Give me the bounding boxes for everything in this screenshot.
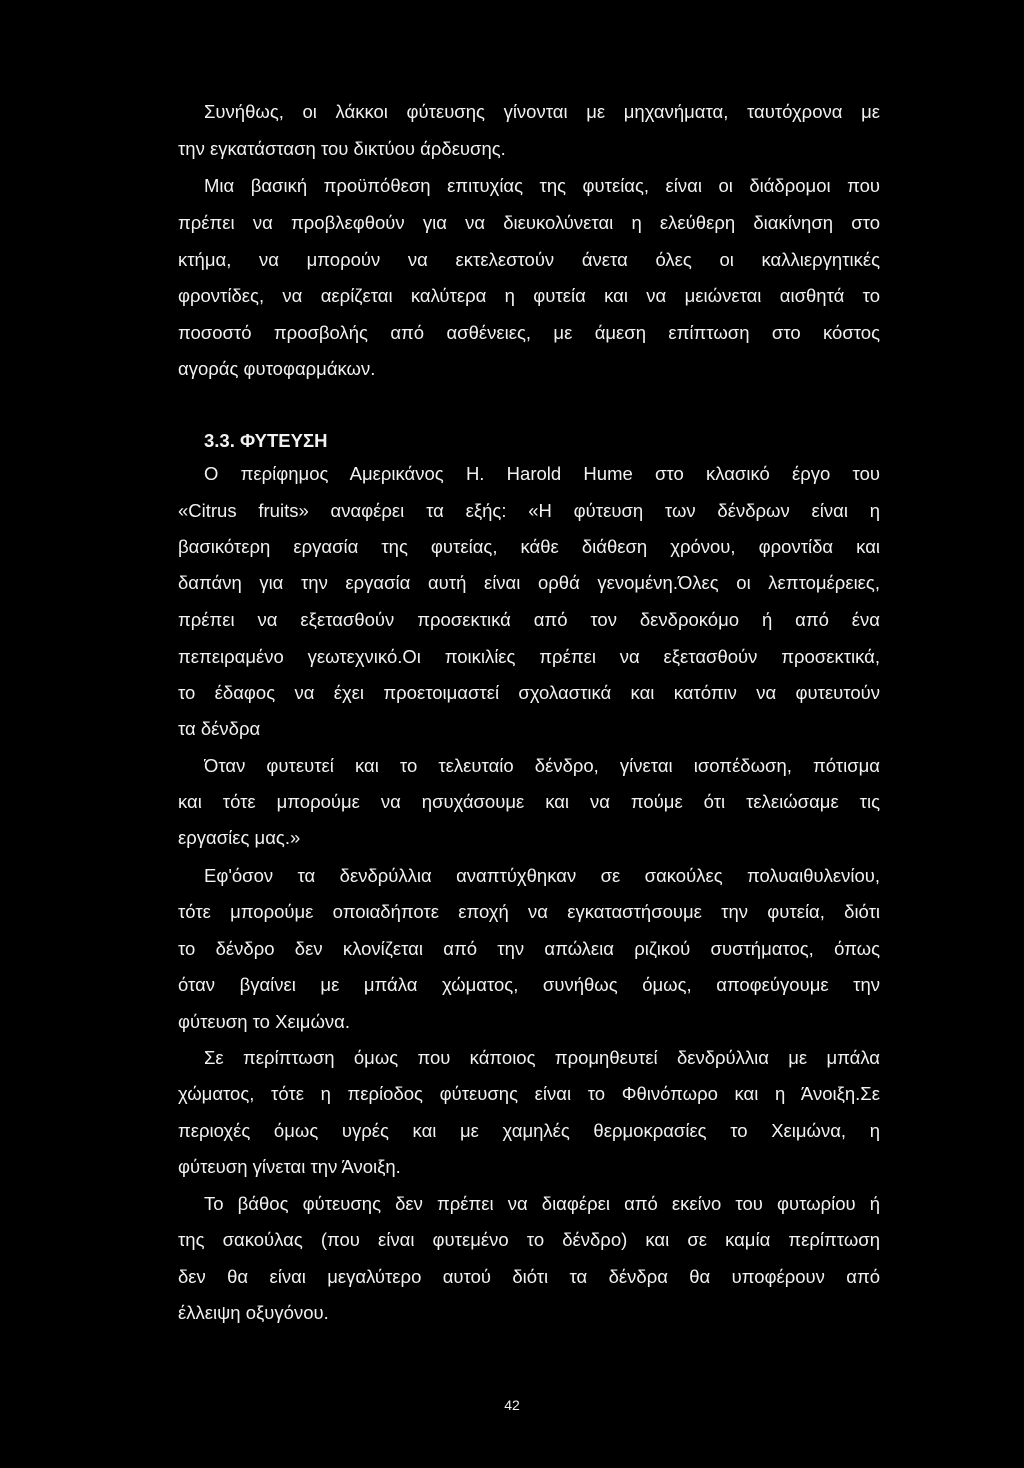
paragraph-line: τα δένδρα	[178, 718, 261, 739]
paragraph-line: έλλειψη οξυγόνου.	[178, 1302, 329, 1323]
paragraph-line: βασικότερη εργασία της φυτείας, κάθε διάθεση χρόνου, φροντίδα και	[178, 536, 880, 557]
paragraph-line: ποσοστό προσβολής από ασθένειες, με άμεση επίπτωση στο κόστος	[178, 322, 880, 343]
paragraph-line: το δένδρο δεν κλονίζεται από την απώλεια ριζικού συστήματος, όπως	[178, 938, 880, 959]
paragraph-line: Συνήθως, οι λάκκοι φύτευσης γίνονται με μηχανήματα, ταυτόχρονα με	[204, 101, 880, 122]
paragraph-line: φύτευση γίνεται την Άνοιξη.	[178, 1156, 401, 1177]
paragraph-line: και τότε μπορούμε να ησυχάσουμε και να πούμε ότι τελειώσαμε τις	[178, 791, 880, 812]
paragraph-line: της σακούλας (που είναι φυτεμένο το δένδρο) και σε καμία περίπτωση	[178, 1229, 880, 1250]
paragraph-line: πρέπει να εξετασθούν προσεκτικά από τον δενδροκόμο ή από ένα	[178, 609, 880, 630]
paragraph-line: τότε μπορούμε οποιαδήποτε εποχή να εγκαταστήσουμε την φυτεία, διότι	[178, 901, 880, 922]
paragraph-line: εργασίες μας.»	[178, 827, 301, 848]
paragraph-line: αγοράς φυτοφαρμάκων.	[178, 358, 376, 379]
paragraph-line: Ο περίφημος Αμερικάνος Η. Harold Hume στο κλασικό έργο του	[204, 463, 880, 484]
paragraph-line: χώματος, τότε η περίοδος φύτευσης είναι το Φθινόπωρο και η Άνοιξη.Σε	[178, 1083, 880, 1104]
paragraph-line: την εγκατάσταση του δικτύου άρδευσης.	[178, 138, 506, 159]
paragraph-line: δεν θα είναι μεγαλύτερο αυτού διότι τα δένδρα θα υποφέρουν από	[178, 1266, 880, 1287]
paragraph-line: Μια βασική προϋπόθεση επιτυχίας της φυτείας, είναι οι διάδρομοι που	[204, 175, 880, 196]
paragraph-line: δαπάνη για την εργασία αυτή είναι ορθά γενομένη.Όλες οι λεπτομέρειες,	[178, 572, 880, 593]
paragraph-line: φροντίδες, να αερίζεται καλύτερα η φυτεία και να μειώνεται αισθητά το	[178, 285, 880, 306]
paragraph-line: κτήμα, να μπορούν να εκτελεστούν άνετα όλες οι καλλιεργητικές	[178, 249, 880, 270]
paragraph-line: το έδαφος να έχει προετοιμαστεί σχολαστικά και κατόπιν να φυτευτούν	[178, 682, 880, 703]
page-number: 42	[504, 1397, 520, 1413]
paragraph-line: όταν βγαίνει με μπάλα χώματος, συνήθως όμως, αποφεύγουμε την	[178, 974, 880, 995]
paragraph-line: πρέπει να προβλεφθούν για να διευκολύνεται η ελεύθερη διακίνηση στο	[178, 212, 880, 233]
paragraph-line: Όταν φυτευτεί και το τελευταίο δένδρο, γίνεται ισοπέδωση, πότισμα	[204, 755, 880, 776]
paragraph-line: Σε περίπτωση όμως που κάποιος προμηθευτεί δενδρύλλια με μπάλα	[204, 1047, 880, 1068]
paragraph-line: Εφ'όσον τα δενδρύλλια αναπτύχθηκαν σε σακούλες πολυαιθυλενίου,	[204, 865, 880, 886]
paragraph-line: πεπειραμένο γεωτεχνικό.Οι ποικιλίες πρέπει να εξετασθούν προσεκτικά,	[178, 646, 880, 667]
paragraph-line: φύτευση το Χειμώνα.	[178, 1011, 350, 1032]
paragraph-line: περιοχές όμως υγρές και με χαμηλές θερμοκρασίες το Χειμώνα, η	[178, 1120, 880, 1141]
paragraph-line: Το βάθος φύτευσης δεν πρέπει να διαφέρει από εκείνο του φυτωρίου ή	[204, 1193, 880, 1214]
paragraph-line: «Citrus fruits» αναφέρει τα εξής: «Η φύτευση των δένδρων είναι η	[178, 500, 880, 521]
section-heading: 3.3. ΦΥΤΕΥΣΗ	[204, 430, 328, 451]
